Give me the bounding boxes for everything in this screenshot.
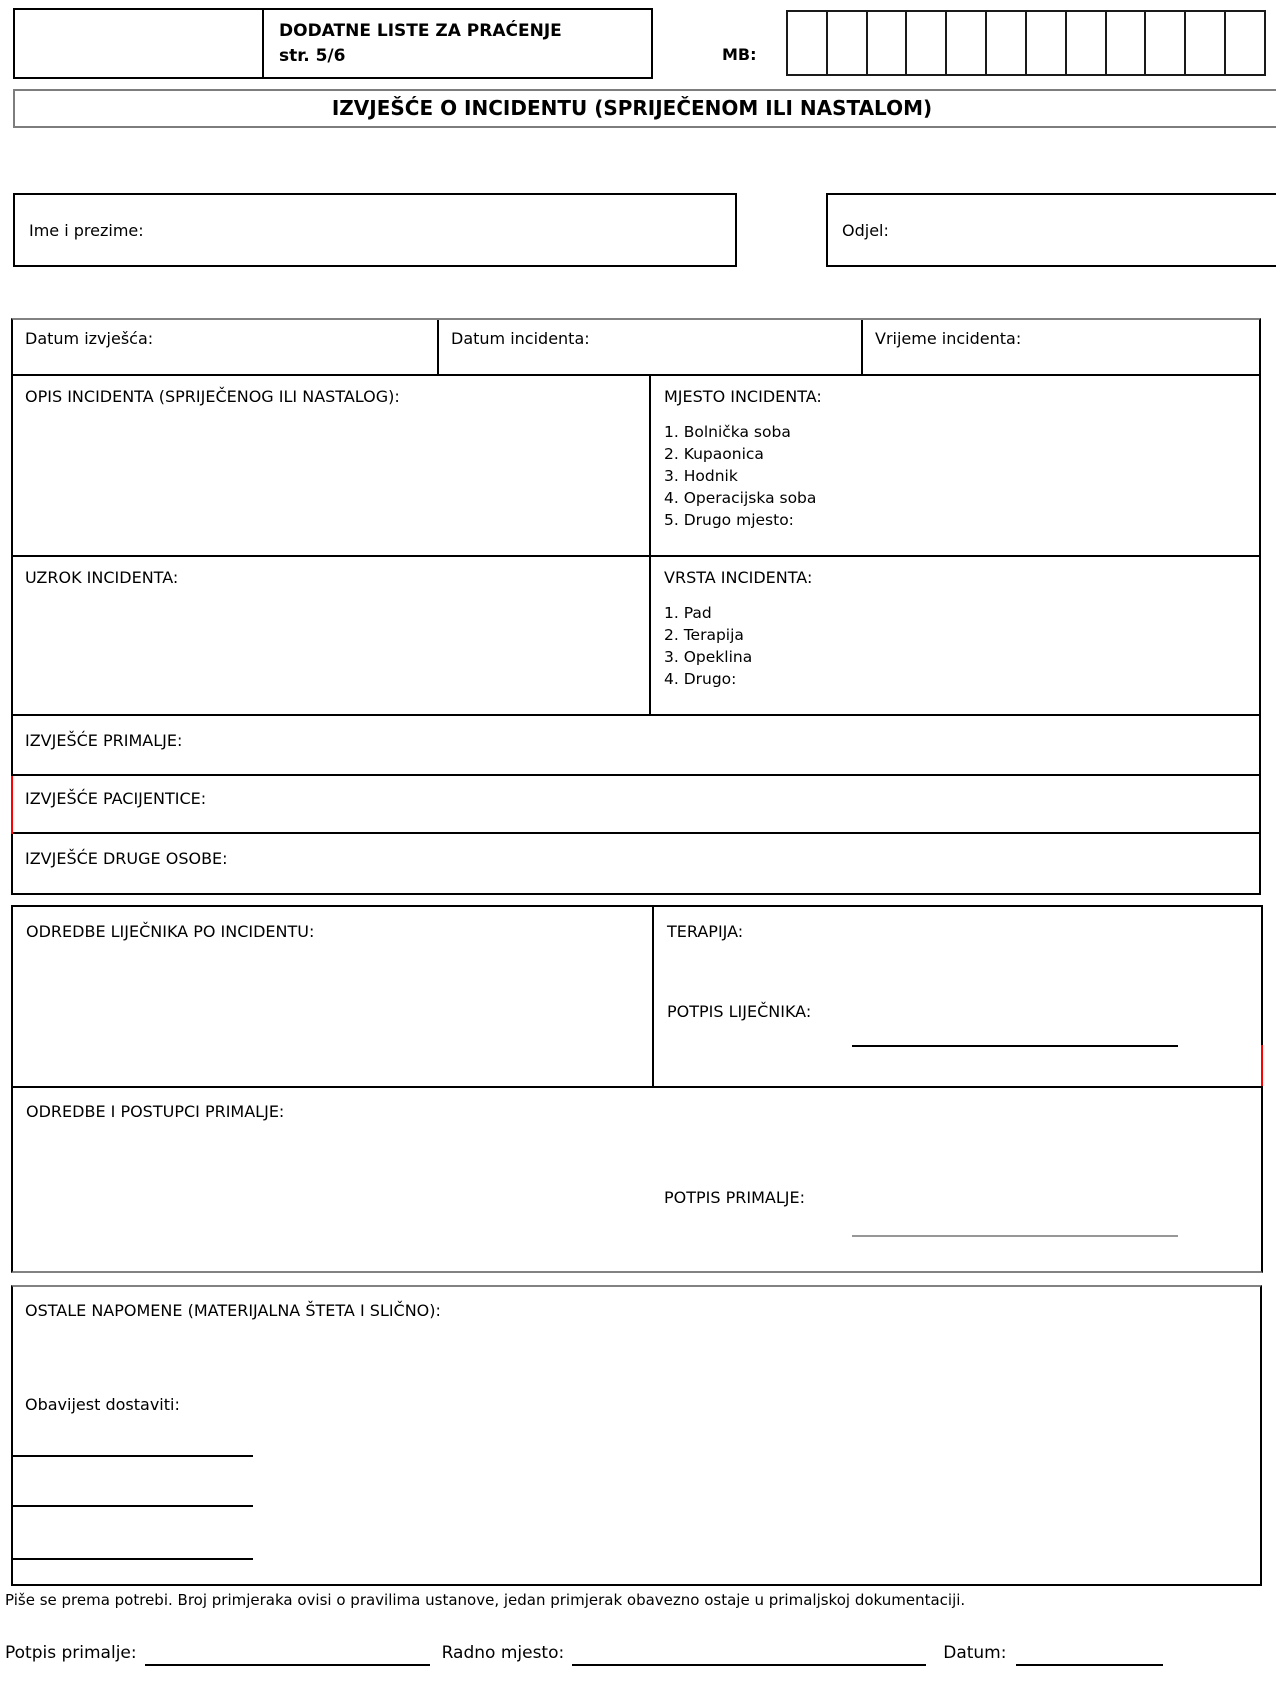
mb-digit-cell [826,12,866,74]
other-person-report-label: IZVJEŠĆE DRUGE OSOBE: [25,849,228,868]
list-item: 2. Kupaonica [664,445,764,463]
list-item: 2. Terapija [664,626,744,644]
incident-time-cell [861,320,1259,374]
header-box-empty-cell [15,10,264,77]
bottom-signature-row [5,1643,1220,1663]
incident-date-cell [437,320,861,374]
bottom-workplace-line [572,1664,926,1666]
incident-table [11,318,1261,895]
mb-label: MB: [722,45,757,64]
list-item: 1. Bolnička soba [664,423,791,441]
dates-row [13,320,1259,374]
cause-type-row [13,555,1259,714]
therapy-cell [652,907,1261,1086]
incident-type-options [664,602,1259,690]
patient-report-label: IZVJEŠĆE PACIJENTICE: [25,789,207,808]
other-person-report-row [13,832,1259,893]
report-date-cell [13,320,437,374]
list-item: 3. Hodnik [664,467,738,485]
red-right-border-mark [1261,1045,1263,1086]
department-field-box [826,193,1276,267]
incident-description-cell [13,376,649,555]
therapy-label: TERAPIJA: [667,922,744,941]
incident-date-label: Datum incidenta: [451,329,590,348]
doctor-signature-label: POTPIS LIJEČNIKA: [667,1002,812,1021]
midwife-orders-row [13,1086,1261,1271]
incident-location-cell [649,376,1259,555]
form-title: IZVJEŠĆE O INCIDENTU (SPRIJEČENOM ILI NASTALOM) [13,89,1276,128]
mb-digit-cell [1184,12,1224,74]
incident-cause-label: UZROK INCIDENTA: [25,568,179,587]
patient-report-row [13,774,1259,832]
mb-digit-cell [788,12,826,74]
incident-type-cell [649,557,1259,714]
midwife-report-label: IZVJEŠĆE PRIMALJE: [25,731,183,750]
bottom-signature-label: Potpis primalje: [5,1643,137,1663]
midwife-signature-line [852,1235,1178,1237]
notify-blank-line [13,1455,253,1457]
other-notes-label: OSTALE NAPOMENE (MATERIJALNA ŠTETA I SLIČNO): [25,1301,441,1320]
incident-time-label: Vrijeme incidenta: [875,329,1022,348]
incident-location-label: MJESTO INCIDENTA: [664,387,822,406]
doc-list-title: DODATNE LISTE ZA PRAĆENJE [279,21,562,41]
mb-digit-cell [905,12,945,74]
midwife-report-row [13,714,1259,774]
notify-blank-line [13,1505,253,1507]
name-label: Ime i prezime: [29,220,144,240]
mb-digit-cell [985,12,1025,74]
other-notes-box [11,1285,1262,1586]
red-left-border-mark [11,776,13,834]
mb-digit-boxes [786,10,1266,76]
list-item: 4. Operacijska soba [664,489,817,507]
incident-description-label: OPIS INCIDENTA (SPRIJEČENOG ILI NASTALOG): [25,387,400,406]
mb-digit-cell [1105,12,1145,74]
mb-digit-cell [866,12,906,74]
header-box [13,8,653,79]
description-location-row [13,374,1259,555]
bottom-date-line [1016,1664,1163,1666]
list-item: 4. Drugo: [664,670,737,688]
orders-table [11,905,1263,1273]
bottom-signature-line [145,1664,430,1666]
doctor-signature-line [852,1045,1178,1047]
bottom-date-label: Datum: [943,1643,1007,1663]
mb-digit-cell [1224,12,1264,74]
incident-location-options [664,421,1259,531]
page-number: str. 5/6 [279,46,346,66]
midwife-signature-label: POTPIS PRIMALJE: [664,1188,805,1207]
mb-digit-cell [1065,12,1105,74]
bottom-workplace-label: Radno mjesto: [441,1643,565,1663]
list-item: 3. Opeklina [664,648,753,666]
notify-label: Obavijest dostaviti: [25,1395,180,1414]
mb-digit-cell [945,12,985,74]
mb-digit-cell [1144,12,1184,74]
incident-type-label: VRSTA INCIDENTA: [664,568,813,587]
report-date-label: Datum izvješća: [25,329,154,348]
notify-blank-line [13,1558,253,1560]
doctor-orders-cell [13,907,652,1086]
department-label: Odjel: [842,220,889,240]
doctor-orders-label: ODREDBE LIJEČNIKA PO INCIDENTU: [26,922,315,941]
midwife-orders-label: ODREDBE I POSTUPCI PRIMALJE: [26,1102,285,1121]
header-box-title-cell [264,10,651,77]
doctor-orders-row [13,907,1261,1086]
mb-digit-cell [1025,12,1065,74]
list-item: 5. Drugo mjesto: [664,511,794,529]
name-field-box [13,193,737,267]
list-item: 1. Pad [664,604,712,622]
footer-note: Piše se prema potrebi. Broj primjeraka ovisi o pravilima ustanove, jedan primjerak obavezno ostaje u primaljskoj dokumentaciji. [5,1591,966,1609]
incident-cause-cell [13,557,649,714]
